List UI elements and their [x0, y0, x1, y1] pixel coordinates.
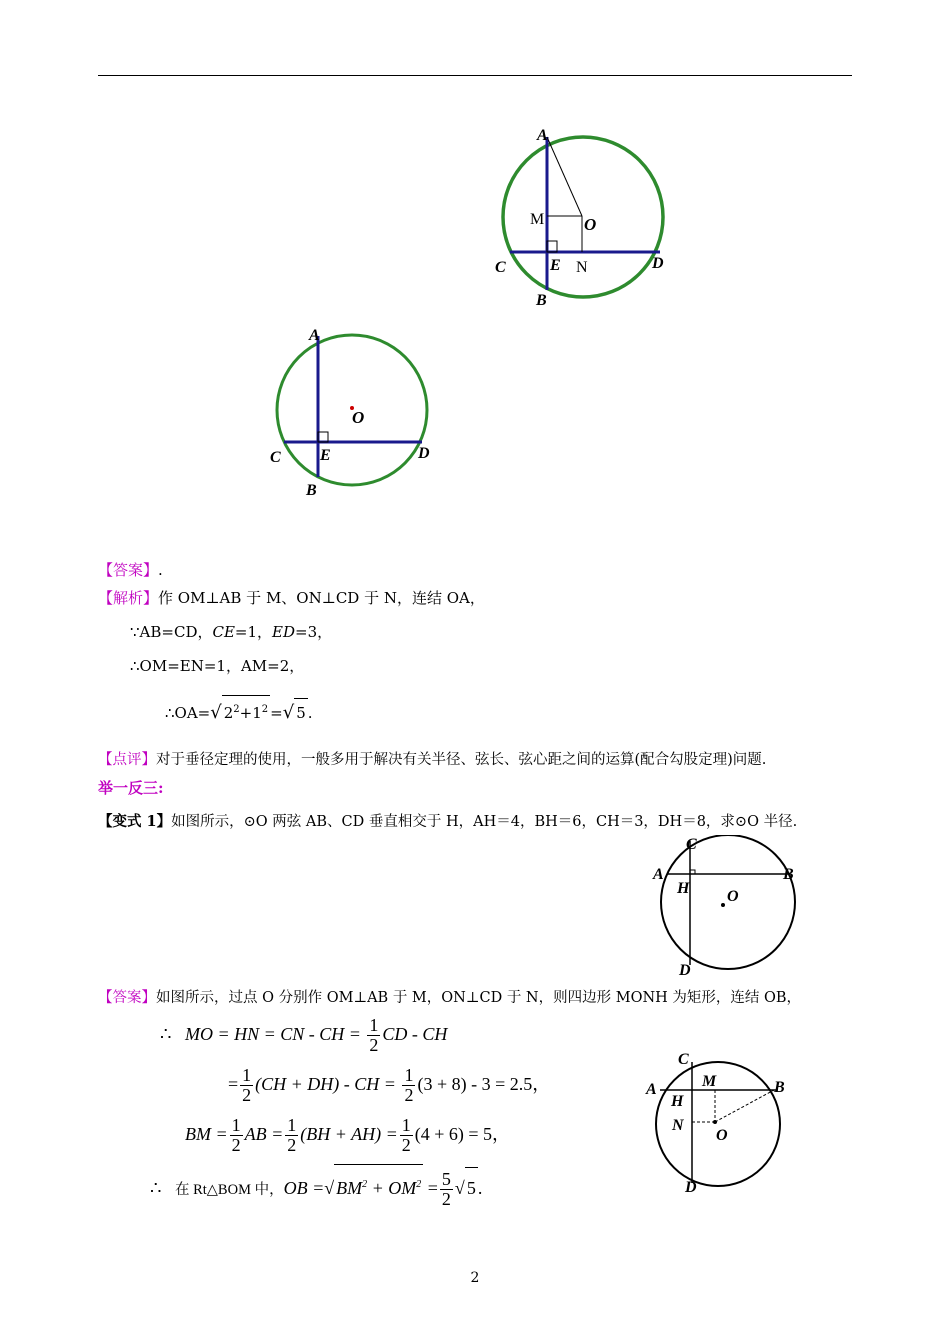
- eq-text: (4 + 6) = 5: [414, 1124, 493, 1144]
- sqrt-five: 5: [294, 698, 308, 727]
- end: ，: [492, 1124, 511, 1144]
- figure-circle-3: [645, 835, 805, 980]
- den: 2: [242, 1085, 252, 1106]
- label-A: A: [537, 127, 548, 144]
- fraction-half: [367, 1016, 380, 1055]
- eq: =: [228, 1074, 239, 1094]
- end: .: [307, 704, 313, 722]
- figure-circle-4: [640, 1048, 800, 1196]
- equation-3: [185, 1114, 510, 1155]
- text-ce: CE: [212, 623, 235, 641]
- analysis-text: 作 OM⊥AB 于 M、ON⊥CD 于 N，连结 OA，: [158, 589, 485, 607]
- num: 1: [287, 1115, 297, 1136]
- figure-circle-1: [490, 120, 680, 315]
- num: 1: [242, 1065, 252, 1086]
- eq-text: CD - CH: [382, 1024, 448, 1044]
- answer-tag: 【答案】: [98, 990, 156, 1006]
- comment-line: [98, 750, 766, 770]
- label-N: N: [672, 1117, 684, 1134]
- label-N: N: [576, 259, 588, 276]
- label-B: B: [774, 1079, 785, 1096]
- label-A: A: [653, 866, 664, 883]
- page-number: 2: [470, 1270, 480, 1286]
- exp: 2: [233, 704, 240, 715]
- analysis-line-3: [130, 656, 304, 676]
- label-B: B: [306, 482, 317, 499]
- num: 2: [223, 704, 234, 722]
- label-O: O: [352, 408, 365, 427]
- analysis-line-1: [98, 588, 485, 608]
- om: + OM: [367, 1178, 417, 1198]
- label-D: D: [679, 962, 691, 979]
- eq-text: (3 + 8) - 3 = 2.5: [417, 1074, 533, 1094]
- variant-line: [98, 812, 797, 832]
- therefore: ∴: [150, 1178, 162, 1198]
- label-A: A: [646, 1081, 657, 1098]
- eq-text: (CH + DH) - CH =: [255, 1074, 396, 1094]
- eq-text: OB =: [283, 1178, 325, 1198]
- section-heading: 举一反三:: [98, 779, 164, 797]
- num: 5: [441, 1169, 451, 1190]
- comment-tag: 【点评】: [98, 752, 156, 768]
- fraction-half: [230, 1116, 243, 1155]
- eq: =: [270, 704, 283, 722]
- label-C: C: [495, 259, 506, 276]
- bm: BM: [336, 1178, 363, 1198]
- comment-text: 对于垂径定理的使用，一般多用于解决有关半径、弦长、弦心距之间的运算(配合勾股定理)问题.: [156, 752, 767, 768]
- label-O: O: [727, 888, 739, 905]
- label-C: C: [678, 1051, 689, 1068]
- fraction-five-halves: [440, 1170, 453, 1209]
- den: 2: [369, 1035, 379, 1056]
- num: +1: [239, 704, 262, 722]
- exp: 2: [261, 704, 269, 715]
- fraction-half: [400, 1116, 413, 1155]
- fraction-half: [402, 1066, 415, 1105]
- header-rule: [98, 75, 852, 76]
- text: ∴OA=: [165, 704, 211, 722]
- label-D: D: [652, 255, 664, 272]
- num: 1: [369, 1015, 379, 1036]
- num: 1: [231, 1115, 241, 1136]
- exp: 2: [362, 1179, 368, 1190]
- label-H: H: [677, 880, 690, 897]
- eq: =: [427, 1178, 438, 1198]
- den: 2: [231, 1135, 241, 1156]
- answer-2-line: [98, 988, 801, 1008]
- fraction-half: [240, 1066, 253, 1105]
- sqrt-expression: [334, 1164, 423, 1208]
- sqrt-expression: [222, 695, 270, 727]
- label-A: A: [309, 327, 320, 344]
- text: ∵AB=CD，: [130, 623, 213, 641]
- num: 1: [401, 1115, 411, 1136]
- text: =1，: [234, 623, 273, 641]
- analysis-line-2: [130, 622, 332, 642]
- den: 2: [441, 1189, 451, 1210]
- den: 2: [404, 1085, 414, 1106]
- exp: 2: [416, 1179, 422, 1190]
- label-C: C: [270, 449, 281, 466]
- label-E: E: [320, 447, 331, 464]
- label-B: B: [783, 866, 794, 883]
- eq-text: 在 Rt△BOM 中，: [174, 1182, 284, 1198]
- label-H: H: [671, 1093, 684, 1110]
- end: ，: [532, 1074, 551, 1094]
- sqrt-five: 5: [465, 1167, 478, 1208]
- label-O: O: [716, 1127, 728, 1144]
- label-B: B: [536, 292, 547, 309]
- eq-text: BM =: [185, 1124, 228, 1144]
- label-C: C: [686, 836, 697, 853]
- text-ed: ED: [272, 623, 296, 641]
- num: 1: [404, 1065, 414, 1086]
- equation-1: [160, 1014, 447, 1055]
- label-M: M: [702, 1073, 717, 1090]
- variant-tag: 【变式 1】: [98, 813, 172, 830]
- label-D: D: [418, 445, 430, 462]
- answer-text: .: [158, 561, 163, 579]
- answer-1-line: [98, 560, 163, 580]
- fraction-half: [285, 1116, 298, 1155]
- end: .: [477, 1178, 483, 1198]
- figure-circle-2: [262, 320, 447, 500]
- answer-tag: 【答案】: [98, 561, 159, 579]
- label-D: D: [685, 1179, 697, 1196]
- text: =3，: [295, 623, 333, 641]
- eq-text: (BH + AH) =: [300, 1124, 398, 1144]
- text: ∴OM=EN=1，AM=2，: [130, 657, 305, 675]
- eq-text: AB =: [244, 1124, 284, 1144]
- therefore: ∴: [160, 1024, 172, 1044]
- den: 2: [401, 1135, 411, 1156]
- equation-4: ∴ 在 Rt△BOM 中，OB =√ $BM^2 + OM^2$ = $\frac{5}{2}$ √ 5 .: [150, 1164, 482, 1210]
- answer-text: 如图所示，过点 O 分别作 OM⊥AB 于 M，ON⊥CD 于 N，则四边形 MONH 为矩形，连结 OB，: [156, 990, 802, 1006]
- analysis-line-4: ∴OA=√ $2^2+1^2$ =√ 5 .: [165, 695, 313, 727]
- eq-text: MO = HN = CN - CH =: [184, 1024, 361, 1044]
- label-E: E: [550, 257, 561, 274]
- analysis-tag: 【解析】: [98, 589, 159, 607]
- den: 2: [287, 1135, 297, 1156]
- label-O: O: [584, 215, 597, 234]
- label-M: M: [530, 211, 545, 228]
- equation-2: [228, 1064, 550, 1105]
- variant-text: 如图所示，⊙O 两弦 AB、CD 垂直相交于 H，AH＝4，BH＝6，CH＝3，DH＝8，求⊙O 半径.: [171, 814, 798, 830]
